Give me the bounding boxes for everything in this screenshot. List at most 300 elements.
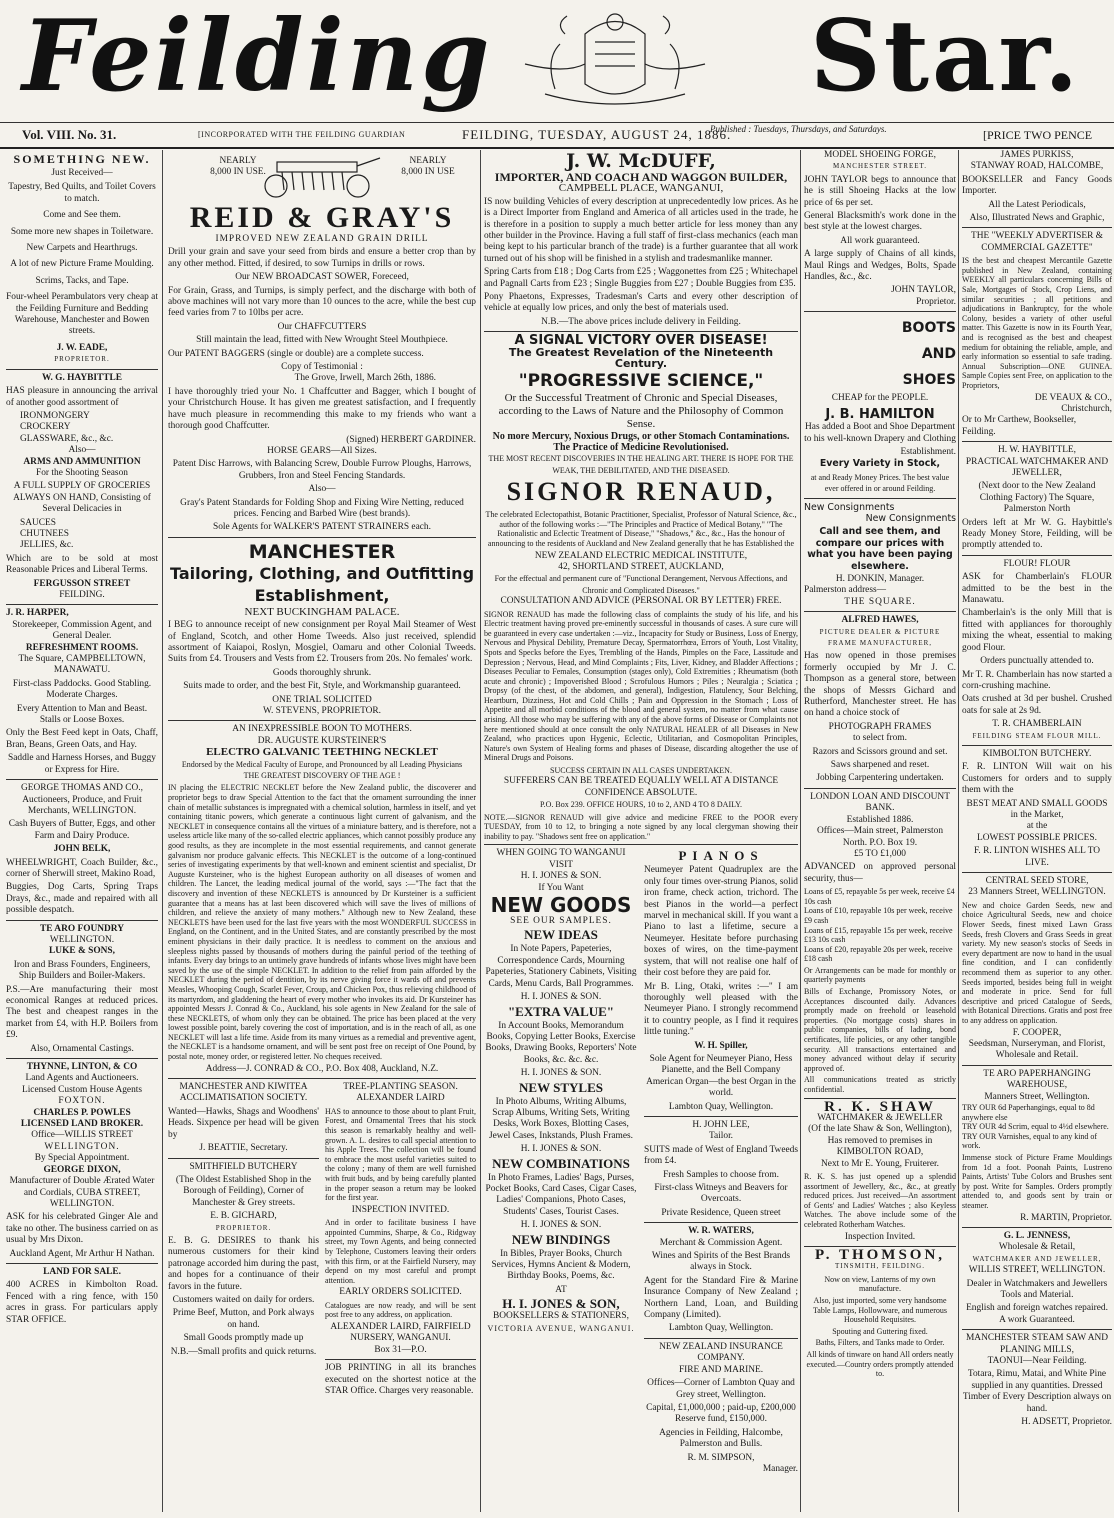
dixon-agent: Auckland Agent, Mr Arthur H Nathan. (9, 1248, 155, 1259)
forge-text2: General Blacksmith's work done in the best style at the lowest charges. (804, 211, 956, 233)
hawes-select: to select from. (853, 733, 907, 744)
haybittle-intro: HAS pleasure in announcing the arrival of another good assortment of (6, 386, 158, 408)
signal-more: No more Mercury, Noxious Drugs, or other Stomach Contaminations. The Practice of Medicine Revolutionised. (492, 430, 790, 453)
lee-line: Fresh Samples to choose from. (663, 1169, 779, 1180)
donkin-call: Call and see them, and compare our prices with what you have been paying elsewhere. (807, 526, 953, 572)
nzins-capital: Capital, £1,000,000 ; paid-up, £200,000 Reserve fund, £150,000. (646, 1402, 796, 1425)
seed-sig: F. COOPER, (1012, 1027, 1062, 1038)
reid-agents: Sole Agents for WALKER'S PATENT STRAINERS each. (213, 522, 431, 533)
reid-signed: (Signed) HERBERT GARDINER. (346, 434, 476, 445)
foundry-line: Iron and Brass Founders, Engineers, Ship Builders and Boiler-Makers. (13, 959, 151, 982)
tree-box: Box 31—P.O. (374, 1344, 427, 1355)
loan-instal: Or Arrangements can be made for monthly or quarterly payments (804, 965, 956, 985)
reid-testimonial-date: The Grove, Irwell, March 26th, 1886. (294, 373, 436, 384)
hawes-frames: PHOTOGRAPH FRAMES (828, 721, 932, 732)
powles-name: CHARLES P. POWLES (33, 1107, 131, 1118)
accl-text: Wanted—Hawks, Shags and Woodhens' Heads. Sixpence per head will be given by (168, 1106, 319, 1140)
loan-bills: Bills of Exchange, Promissory Notes, or Acceptances discounted daily. Advances promptly made on freehold or leasehold properties. (No mortgage costs) shares in public companies, bills of lading, bond certificates, life policies, or any other tangible security. All transactions entertained and money advanced without delay if security approved of. (804, 987, 956, 1073)
ebg-line: Prime Beef, Mutton, and Pork always on hand. (172, 1308, 315, 1330)
column-rule (958, 150, 959, 1512)
harper-addr: The Square, CAMPBELLTOWN, MANAWATU. (18, 654, 146, 676)
masthead-title-right: Star. (810, 0, 1082, 114)
thomson-text2: Also, just imported, some very handsome Table Lamps, Hollowware, and numerous Household Requisites. (812, 1296, 948, 1325)
lee-line: Private Residence, Queen street (661, 1207, 781, 1218)
reid-also: Also— (308, 484, 336, 495)
foundry-name: TE ARO FOUNDRY (39, 923, 125, 934)
thomson-role: TINSMITH, FEILDING. (835, 1262, 925, 1271)
manchester-trial: ONE TRIAL SOLICITED (272, 694, 372, 705)
ebg-line: Small Goods promptly made up (183, 1333, 304, 1344)
tree-name: ALEXANDER LAIRD (356, 1093, 445, 1104)
eade-line: Just Received— (51, 168, 113, 178)
thynne-line: Land Agents and Auctioneers. (25, 1073, 139, 1084)
manchester-prop: W. STEVENS, PROPRIETOR. (263, 706, 381, 716)
haybittle-close: Which are to be sold at most Reasonable Prices and Liberal Terms. (6, 553, 158, 576)
renaud-addr: 42, SHORTLAND STREET, AUCKLAND, (558, 561, 724, 572)
hamilton-name: J. B. HAMILTON (825, 406, 935, 422)
loan-text: ADVANCED on approved personal security, thus— (804, 862, 956, 884)
job-printing: JOB PRINTING in all its branches executed on the shortest notice at the STAR Office. Charges very reasonable. (325, 1363, 476, 1396)
forge-guar: All work guaranteed. (840, 235, 920, 246)
lee-name: H. JOHN LEE, (692, 1119, 750, 1130)
thomas-line: Cash Buyers of Butter, Eggs, and other Farm and Dairy Produce. (8, 819, 156, 841)
boon-name: ELECTRO GALVANIC TEETHING NECKLET (206, 746, 438, 759)
harper-line: Only the Best Feed kept in Oats, Chaff, Bran, Beans, Green Oats, and Hay. (6, 728, 158, 750)
kim-best: BEST MEAT AND SMALL GOODS (966, 798, 1108, 809)
powles-line: LICENSED LAND BROKER. (20, 1119, 144, 1130)
col2-bottom-left (168, 1082, 319, 1399)
jones-styles-text: In Photo Albums, Writing Albums, Scrap Albums, Writing Sets, Writing Desks, Work Boxes, Blotting Cases, Jewel Cases, Inkstands, Plush Frames. (489, 1096, 633, 1141)
shaw-late: (Of the late Shaw & Son, Wellington), (808, 1124, 952, 1135)
pianos-agent: Sole Agent for Neumeyer Piano, Hess Pianette, and the Bell Company American Organ—the best Organ in the world. (646, 1053, 796, 1099)
haybittle-also: Also— (68, 445, 96, 456)
donkin-new: New Consignments (804, 501, 895, 513)
weekly-sig: DE VEAUX & CO., (1034, 392, 1112, 403)
loan-rate: Loans of £20, repayable 20s per week, receive £18 cash (804, 944, 953, 964)
column-3 (484, 150, 798, 1512)
haybittle2-role: PRACTICAL WATCHMAKER AND JEWELLER, (965, 456, 1109, 478)
paper-addr: Manners Street, Wellington. (984, 1091, 1090, 1102)
goods-item: GLASSWARE, &c., &c. (20, 433, 114, 444)
purkiss-addr: STANWAY ROAD, HALCOMBE, (970, 161, 1104, 172)
purkiss-line: All the Latest Periodicals, (988, 199, 1086, 210)
jenness-text2: English and foreign watches repaired. A work Guaranteed. (966, 1303, 1108, 1325)
hawes-saws: Saws sharpened and reset. (830, 760, 930, 771)
paper-line: TRY OUR 4d Scrim, equal to 4½d elsewhere. (962, 1122, 1109, 1132)
kim-wishes: F. R. LINTON WISHES ALL TO LIVE. (973, 846, 1101, 868)
dixon-line: By Special Appointment. (34, 1153, 130, 1164)
jones-comb-text: In Photo Frames, Ladies' Bags, Purses, Pocket Books, Card Cases, Cigar Cases, Ladies' Companions, Photo Cases, Students' Cases, Tourist Cases. (485, 1172, 637, 1217)
accl-title: MANCHESTER AND KIWITEA ACCLIMATISATION SOCIETY. (179, 1082, 308, 1104)
boon-text: IN placing the ELECTRIC NECKLET before the New Zealand public, the discoverer and proprietor begs to draw Special Attention to the fact that the ornament surrounding the inner chain of metallic substances is impregnated with a chemical solution, harmless in itself, and yet containing titanic powers, which generate a continuous light current of galvanism, and the NECKLET in consequence contains all the virtues of a miniature battery, and is therefore, not a useless article like many of the so-called electric appliances, which cannot possibly produce any good results, as they are incomplete in the most essential requirements, and cannot generate galvanism nor produce galvanic effects. This NECKLET is the outcome of a long-continued series of investigating experiments by that well-known and eminent scientist and specialist, Dr Auguste Kursteiner, who is the highest European authority on all diseases of women and children. The Lancet, the leading medical journal of the world, says :—"The fact that the discovery and invention of these NECKLETS is announced by Dr Kursteiner is a sufficient guarantee that a means has at last been discovered which will save the lives of millions of children, and relieve the anxiety of many mothers." Although new to New Zealand, these NECKLETS have been used for the last five years with the most WONDERFUL SUCCESS in England, on the Continent, and in the United States, and are constantly prescribed by the most eminent physicians in their daily practice. It is needless to comment on the anxious and sleepless nights passed by thousands of mothers during the painful period of the teething of infants. Every day brings to an untimely grave hundreds of infants whose lives might have been saved by the use of the simple NECKLET. In addition to the relief from pain afforded by the NECKLET during the period of dentition, by its nerve giving force it wards off and prevents Measles, Whooping Cough, Scarlet Fever, Croup, and Chicken Pox, thus relieving childhood of its martyrdom, and gladdening the heart of every mother who invokes its aid. Dr Kursteiner has appointed Messrs J. Conrad & Co., Auckland, his sole agents in New Zealand for the sale of these NECKLETS, of whom only they can be obtained. The price has been placed at the very lowest possible point, barely covering the cost of importation, and is in the reach of all, as one NECKLET will last a life time. Aside from its many virtues as a remedial and preventive agent, the NECKLET is a handsome ornament, and will be sent post free on receipt of One Pound, by postal note, money order, or registered letter. No cheques received. (168, 783, 476, 1062)
forge-sig: JOHN TAYLOR, (891, 285, 956, 296)
eade-line: Tapestry, Bed Quilts, and Toilet Covers to match. (8, 182, 156, 204)
issue-date: FEILDING, TUESDAY, AUGUST 24, 1886. (462, 127, 732, 142)
butchery-name: E. B. GICHARD, (210, 1211, 277, 1222)
tree-text2: And in order to facilitate business I have appointed Cummins, Sharpe, & Co., Ridgway street, my Town Agents, and being connected by Telephone, Customers leaving their orders with this firm, or at the Fairfield Nursery, may depend on my most careful and prompt attention. (325, 1218, 476, 1285)
paper-text: Immense stock of Picture Frame Mouldings from 1d a foot. Poonah Paints, Lustreno Paints, Artists' Tube Colors and Brushes sent by post. Write for Samples. Orders promptly attended to, and goods sent by train or steamer. (962, 1152, 1112, 1210)
shaw-text2: R. K. S. has just opened up a splendid assortment of Jewellery, &c., &c., at greatly reduced prices. Just received—An assortment of Gents' and Ladies' Watches ; also Keyless Watches. The above include some of the celebrated Rotherham Watches. (804, 1172, 956, 1229)
jones-styles: NEW STYLES (519, 1079, 603, 1095)
waters-role: Merchant & Commission Agent. (659, 1237, 783, 1248)
haybittle2-orders: Orders left at Mr W. G. Haybittle's Ready Money Store, Feilding, will be promptly attended to. (962, 517, 1112, 551)
tree-early: EARLY ORDERS SOLICITED. (339, 1287, 462, 1298)
nzins-title: NEW ZEALAND INSURANCE COMPANY. (659, 1341, 783, 1364)
reid-text: Still maintain the lead, fitted with New Wrought Steel Mouthpiece. (196, 335, 448, 346)
jones-ideas-text: In Note Papers, Papeteries, Correspondence Cards, Mourning Papeteries, Stationery Cabinets, Visiting Cards, Menu Cards, Ball Programmes. (485, 944, 637, 989)
renaud-body: SIGNOR RENAUD has made the following class of complaints the study of his life, and his Electric treatment having proved pre-eminently successful in thousands of cases. A sure cure will be guaranteed in every case undertaken :—viz., Incapacity for Study or Business, Loss of Energy, Nervous and Physical Debility, Premature Decay, Spermatorrhœa, Errors of Youth, Lost Vitality, Spots and Specks before the Eyes, Trembling of the Hands, Pimples on the Face, Lassitude and Depression ; Nervous, Head, and Mind Complaints ; Fits, Liver, Kidney, and Bladder Affections ; Diseases Peculiar to Females, Consumption (stages only), Cold Extremities ; Rheumatism (both acute and chronic) ; Impoverished Blood ; Scrofulous Humors ; Piles ; Neuralgia ; Sciatica ; Dropsy (of the chest, of the abdomen, and general), Indigestion, Flatulency, Sour Belching, Heartburn, Dizziness, Hot and Cold Chills ; Pain and Oppression in the Stomach ; Loss of Appetite and all morbid conditions of the blood and general system, no matter from what cause arising. All those who may be suffering with any of the above forms of Disease or Complaints not here mentioned should at once consult the only NATURAL HEALER of all Diseases in New Zealand, who practices upon Hygenic, Eclectic, Utilitarian, and Cosmopolitan Principles, Nature's own System of Healing forms and phases of Disease, discarding altogether the use of Mineral Drugs and Poisons. (484, 609, 798, 763)
saw-addr: TAONUI—Near Feilding. (987, 1355, 1087, 1366)
eade-line: New Carpets and Hearthrugs. (26, 243, 138, 254)
waters-quay: Lambton Quay, Wellington. (668, 1323, 774, 1334)
flour-sig: T. R. CHAMBERLAIN (992, 719, 1082, 730)
thomson-text3: Spouting and Guttering fixed. (832, 1326, 928, 1336)
lee-line: First-class Witneys and Beavers for Overcoats. (654, 1183, 788, 1205)
reid-baggers: Our PATENT BAGGERS (single or double) are a complete success. (168, 348, 424, 359)
butchery-title: SMITHFIELD BUTCHERY (189, 1161, 298, 1172)
manchester-text: I BEG to announce receipt of new consignment per Royal Mail Steamer of West of England, Scotch, and other Home Tweeds. Also just received, splendid assortment of Kaiapoi, Roslyn, Mosgiel, Oamaru and other Colonial Tweeds. Suits from £4. Trousers and Vests from £2. Trousers from 20s. No females' work. (168, 620, 476, 665)
flour-text: ASK for Chamberlain's FLOUR admitted to be the best in the Manawatu. (962, 572, 1112, 606)
shaw-role: WATCHMAKER & JEWELLER (817, 1113, 943, 1123)
jones-sig: H. I. JONES & SON. (520, 992, 602, 1003)
flour-title: FLOUR! FLOUR (1003, 558, 1071, 569)
loan-rate: Loans of £5, repayable 5s per week, receive £4 10s cash (804, 887, 955, 906)
jones-sig: H. I. JONES & SON. (520, 1068, 602, 1079)
eade-line: Come and See them. (43, 210, 121, 221)
nzins-sig: R. M. SIMPSON, (687, 1452, 755, 1463)
deli-item: CHUTNEES (20, 528, 69, 539)
jones-want: If You Want (538, 882, 584, 893)
dateline (0, 122, 1114, 149)
loan-range: £5 TO £1,000 (853, 848, 906, 859)
goods-item: CROCKERY (20, 422, 71, 433)
kim-market: in the Market, (1010, 809, 1064, 820)
jones-comb: NEW COMBINATIONS (492, 1155, 630, 1171)
boots-cheap: CHEAP for the PEOPLE. (831, 393, 929, 404)
grain-drill-icon (262, 150, 382, 200)
tree-text: HAS to announce to those about to plant Fruit, Forest, and Ornamental Trees that his stock this season is remarkably healthy and well-grown. A. L. desires to call special attention to his Apple Trees. The collection will be found to embrace the most useful varieties suited to the colony ; many of them are well furnished with fruit buds, and by being carefully planted in the proper season a return may be looked for the first year. (325, 1106, 476, 1203)
goods-item: IRONMONGERY (20, 410, 90, 421)
tree-sig: ALEXANDER LAIRD, FAIRFIELD NURSERY, WANGANUI. (330, 1321, 471, 1344)
purkiss-text: BOOKSELLER and Fancy Goods Importer. (962, 174, 1112, 197)
harper-role: Storekeeper, Commission Agent, and General Dealer. (12, 619, 152, 642)
jenness-role2: WATCHMAKER AND JEWELLER, (972, 1254, 1102, 1263)
eade-line: Scrims, Tacks, and Tape. (35, 275, 129, 286)
thynne-name: THYNNE, LINTON, & CO (26, 1062, 138, 1073)
deli-item: JELLIES, &c. (20, 540, 74, 551)
signal-sub: The Greatest Revelation of the Nineteenth Century. (508, 345, 774, 371)
purkiss-name: JAMES PURKISS, (1000, 150, 1074, 160)
jones-at: AT (555, 1284, 567, 1295)
nzins-agencies: Agencies in Feilding, Halcombe, Palmerston and Bulls. (659, 1427, 783, 1450)
donkin-new: New Consignments (865, 512, 956, 524)
haybittle-season: For the Shooting Season (36, 467, 128, 478)
manchester-text2: Suits made to order, and the best Fit, Style, and Workmanship guaranteed. (183, 681, 461, 692)
column-5 (962, 150, 1112, 1512)
harper-name: J. R. HARPER, (6, 608, 69, 619)
forge-text: JOHN TAYLOR begs to announce that he is still Shoeing Hacks at the low price of 6s per set. (804, 174, 956, 208)
renaud-success: SUCCESS CERTAIN IN ALL CASES UNDERTAKEN. (550, 766, 732, 776)
jones-advert (484, 848, 638, 1475)
donkin-square: THE SQUARE. (844, 596, 916, 607)
eade-line: A lot of new Picture Frame Moulding. (10, 259, 154, 270)
pianos-title: PIANOS (678, 848, 764, 864)
reid-chaff: Our CHAFFCUTTERS (277, 321, 367, 332)
belk-text: WHEELWRIGHT, Coach Builder, &c., corner of Sherwill street, Makino Road, (6, 857, 158, 879)
hamilton-variety: Every Variety in Stock, (819, 458, 941, 470)
seed-addr: 23 Manners Street, WELLINGTON. (968, 887, 1106, 898)
reid-title: REID & GRAY'S (189, 201, 455, 234)
renaud-po: P.O. Box 239. OFFICE HOURS, 10 to 2, AND 4 TO 8 DAILY. (540, 800, 742, 810)
loan-conf: All communications treated as strictly confidential. (804, 1075, 956, 1094)
butchery-text: (The Oldest Established Shop in the Borough of Feilding), Corner of Manchester & Grey streets. (175, 1174, 312, 1208)
hamilton-text: Has added a Boot and Shoe Department to his well-known Drapery and Clothing (804, 422, 956, 444)
manchester-shrunk: Goods thoroughly shrunk. (272, 667, 372, 678)
jenness-name: G. L. JENNESS, (1003, 1230, 1071, 1241)
boots-word: SHOES (902, 372, 956, 389)
flour-crush: Mr T. R. Chamberlain has now started a corn-crushing machine. (962, 669, 1112, 691)
seed-role: Seedsman, Nurseryman, and Florist, Wholesale and Retail. (968, 1038, 1106, 1061)
haybittle-goods (6, 411, 158, 445)
shaw-name: R. K. SHAW (824, 1098, 936, 1115)
paper-sig: R. MARTIN, Proprietor. (1020, 1212, 1112, 1223)
thomson-text5: All kinds of tinware on hand All orders neatly executed.—Country orders promptly attended to. (806, 1349, 954, 1379)
jones-sig: H. I. JONES & SON. (520, 1144, 602, 1155)
hawes-name: ALFRED HAWES, (841, 615, 919, 626)
saw-text: Totara, Rimu, Matai, and White Pine supplied in any quantities. Dressed Timber of Every Description always on hand. (962, 1369, 1112, 1414)
hawes-jobbing: Jobbing Carpentering undertaken. (816, 773, 944, 784)
ebg-line: Customers waited on daily for orders. (172, 1294, 315, 1305)
incorporated-note: [INCORPORATED WITH THE FEILDING GUARDIAN (198, 130, 406, 139)
foundry-line: P.S.—Are manufacturing their most economical Ranges at reduced prices. The best and cheapest ranges in the market from £4, with H.P. Boilers from £9. (6, 984, 158, 1041)
loan-office: Offices—Main street, Palmerston North. P.O. Box 19. (816, 826, 944, 848)
jones-extra: "EXTRA VALUE" (507, 1003, 615, 1019)
jones-name: H. I. JONES & SON. (520, 871, 602, 882)
col2-bottom (168, 1082, 476, 1399)
jones-bind-text: In Bibles, Prayer Books, Church Services, Hymns Ancient & Modern, Birthday Books, Poems, &c. (491, 1248, 631, 1282)
saw-title: MANCHESTER STEAM SAW AND PLANING MILLS, (965, 1333, 1109, 1355)
paper-line: TRY OUR 6d Paperhangings, equal to 8d anywhere else (962, 1102, 1095, 1122)
weekly-title: THE "WEEKLY ADVERTISER & COMMERCIAL GAZETTE" (971, 231, 1103, 253)
loan-rate: Loans of £10, repayable 10s per week, receive £9 cash (804, 906, 953, 925)
masthead (0, 0, 1114, 118)
hamilton-money: at and Ready Money Prices. The best value ever offered in or around Feilding. (810, 472, 950, 494)
thynne-line: FOXTON. (58, 1096, 106, 1107)
waters-agent: Agent for the Standard Fire & Marine Insurance Company of New Zealand ; Northern Land, Loan, and Building Company (Limited). (644, 1275, 798, 1321)
butchery-role: PROPRIETOR. (215, 1223, 272, 1232)
haybittle-deli (6, 518, 158, 552)
reid-text: Drill your grain and save your seed from birds and ensure a better crop than by any other method. Fitted, if desired, to sow Turnips in drills or rows. (168, 247, 476, 269)
flour-oats: Oats crushed at 3d per bushel. Crushed oats for sale at 2s 9d. (962, 694, 1112, 716)
pianos-text: Neumeyer Patent Quadruplex are the only four times over-strung Pianos, solid iron frame, check action, trichord. The best Pianos in the world—a perfect marvel in mechanical skill. If you want a Piano to last a lifetime, secure a Neumeyer. Hesitate before purchasing boxes of wires, on the time-payment system, that will not realise one half of their cost before they are paid for. (644, 865, 798, 979)
volume-number: Vol. VIII. No. 31. (22, 127, 117, 142)
weekly-or: Or to Mr Carthew, Bookseller, Feilding. (962, 415, 1077, 437)
jones-goods: NEW GOODS (490, 893, 632, 918)
jones-sig: H. I. JONES & SON. (520, 1220, 602, 1231)
jones-final: H. I. JONES & SON, (502, 1296, 620, 1312)
haybittle2-addr: (Next door to the New Zealand Clothing Factory) The Square, Palmerston North (978, 481, 1096, 515)
kim-text: F. R. LINTON Will wait on his Customers for orders and to supply them with the (962, 762, 1112, 796)
thynne-line: Licensed Custom House Agents (21, 1084, 143, 1095)
boon-dr: DR. AUGUSTE KURSTEINER'S (257, 735, 387, 746)
col3-bottom (484, 848, 798, 1475)
publication-days: Published : Tuesdays, Thursdays, and Saturdays. (710, 124, 887, 134)
nzins-office: Offices—Corner of Lambton Quay and Grey street, Wellington. (647, 1378, 795, 1400)
renaud-distance: SUFFERERS CAN BE TREATED EQUALLY WELL AT A DISTANCE CONFIDENCE ABSOLUTE. (503, 776, 779, 798)
renaud-consult: CONSULTATION AND ADVICE (PERSONAL OR BY LETTER) FREE. (500, 596, 782, 607)
hawes-razors: Razors and Scissors ground and set. (812, 746, 948, 757)
boon-greatest: THE GREATEST DISCOVERY OF THE AGE ! (243, 771, 401, 781)
harper-rooms: REFRESHMENT ROOMS. (25, 642, 139, 653)
deli-item: SAUCES (20, 517, 56, 528)
saw-sig: H. ADSETT, Proprietor. (1021, 1417, 1112, 1427)
waters-wines: Wines and Spirits of the Best Brands always in Stock. (651, 1251, 791, 1273)
reid-sower: Our NEW BROADCAST SOWER, Foreceed, (235, 272, 409, 283)
tree-invited: INSPECTION INVITED. (351, 1204, 450, 1215)
ebg-line: N.B.—Small profits and quick returns. (170, 1346, 317, 1357)
renaud-text: The celebrated Eclectopathist, Botanic Practitioner, Specialist, Professor of Natural Science, &c., author of the following works :—"The Principles and Practice of Medical Botany," "The Rationalistic and Eclectic Treatment of Disease," "Shadows," &c., &c., Has the honour of announcing to the residents of Auckland and New Zealand generally that he has Established the (485, 510, 797, 548)
dixon-line: Manufacturer of Double Ærated Water and Cordials, CUBA STREET, WELLINGTON. (9, 1176, 155, 1209)
renaud-for: For the effectual and permanent cure of "Functional Derangement, Nervous Affections, and Chronic and Complicated Diseases." (494, 574, 788, 595)
kim-lowest: LOWEST POSSIBLE PRICES. (977, 832, 1097, 843)
haybittle-name: W. G. HAYBITTLE (41, 372, 123, 383)
seed-text: New and choice Garden Seeds, new and choice Agricultural Seeds, new and choice Flower Seeds, finest mixed Lawn Grass Seeds, fresh Clovers and Grass Seeds in great variety. My new season's stocks of Seeds in every department are now to hand in the usual fine condition, and I can confidently recommend them as superior to any other. Seeds imported, besides being full in weight and moderate in price. Send for full descriptive and priced Catalogue of Seeds, with Botanical Directions. Gratis and post free to any address on application. (962, 900, 1112, 1025)
forge-role: Proprietor. (916, 296, 956, 307)
hawes-text: Has now opened in those premises formerly occupied by Mr J. C. Thompson as a general store, between the shops of Messrs Gichard and Rutherford, Manchester street. He has on hand a choice stock of (804, 651, 956, 719)
reid-text: For Grain, Grass, and Turnips, is simply perfect, and the discharge with both of above machines will not vary more than 10 ounces to the acre, while the best cup feed varies from 7 to 10lbs per acre. (168, 285, 476, 319)
drill-count-right: NEARLY 8,000 IN USE (401, 156, 455, 178)
pianos-quay: Lambton Quay, Wellington. (668, 1101, 774, 1112)
forge-street: MANCHESTER STREET. (832, 162, 928, 171)
signal-or: Or the Successful Treatment of Chronic and Special Diseases, according to the Laws of Nature and the Philosophy of Common Sense. (498, 391, 784, 430)
flour-text2: Chamberlain's is the only Mill that is fitted with appliances for thoroughly mixing the wheat, essential to making good Flour. (962, 608, 1112, 653)
boots-word: AND (921, 346, 956, 363)
foundry-line: WELLINGTON. (49, 934, 115, 945)
weekly-text: IS the best and cheapest Mercantile Gazette published in New Zealand, containing WEEKLY all particulars concerning Bills of Sale, Mortgages of Stock, Crop Liens, and similar securities ; all petitions and adjudications in Bankruptcy, for the whole Colony, besides a variety of other useful matter. This Gazette is now in its Fourth Year, and is recognised as the best and cheapest medium for obtaining the reliable, ample, and early information so essential to safe trading. Annual Subscription—ONE GUINEA. Sample Copies sent Free, on application to the Proprietors, (962, 256, 1112, 390)
eade-role: PROPRIETOR. (54, 355, 110, 364)
powles-line: Office—WILLIS STREET (31, 1130, 133, 1141)
pianos-testimonial: Mr B. Ling, Otaki, writes :—" I am thoroughly well pleased with the Neumeyer Piano. I strongly recommend it to country people, as I find it requires little tuning." (644, 981, 798, 1038)
dixon-ginger: ASK for his celebrated Ginger Ale and take no other. The business carried on as usual by Mrs Dixon. (6, 1212, 158, 1246)
reid-horse: HORSE GEARS—All Sizes. (267, 445, 377, 456)
foundry-line: Also, Ornamental Castings. (30, 1043, 134, 1054)
paper-title: TE ARO PAPERHANGING WAREHOUSE, (983, 1068, 1091, 1091)
loan-est: Established 1886. (846, 814, 914, 825)
lee-text: SUITS made of West of England Tweeds from £4. (644, 1144, 798, 1167)
shaw-next: Next to Mr E. Young, Fruiterer. (821, 1158, 939, 1169)
hawes-role: PICTURE DEALER & PICTURE FRAME MANUFACTURER, (819, 627, 941, 647)
thomson-text4: Baths, Filters, and Tanks made to Order. (815, 1338, 945, 1348)
column-4 (804, 150, 956, 1512)
masthead-title-left: Feilding (22, 0, 493, 114)
drill-count-left: NEARLY 8,000 IN USE. (210, 156, 266, 178)
eade-line: Some more new shapes in Toiletware. (10, 226, 154, 237)
flour-mill: FEILDING STEAM FLOUR MILL. (972, 731, 1102, 740)
manchester-title: MANCHESTER (248, 540, 396, 563)
mcduff-title: J. W. McDUFF, (566, 150, 716, 172)
mcduff-nb: N.B.—The above prices include delivery in Feilding. (541, 316, 741, 327)
purkiss-line: Also, Illustrated News and Graphic, (969, 213, 1105, 224)
eade-name: J. W. EADE, (56, 342, 108, 353)
forge-title: MODEL SHOEING FORGE, (824, 150, 936, 160)
accl-sig: J. BEATTIE, Secretary. (199, 1143, 288, 1154)
forge-chains: A large supply of Chains of all kinds, Maul Rings and Wedges, Bolts, Spade Handles, &c., &c. (804, 249, 956, 283)
jenness-addr: WILLIS STREET, WELLINGTON. (968, 1265, 1106, 1276)
jones-ideas: NEW IDEAS (524, 927, 598, 943)
belk-text: Buggies, Dog Carts, Spring Traps Drays, &c., made and repaired with all possible despatch. (6, 882, 158, 916)
haybittle-street: FERGUSSON STREET (33, 578, 131, 589)
land-text: 400 ACRES in Kimbolton Road. Fenced with a ring fence, with 150 acres in grass. For particulars apply STAR OFFICE. (6, 1280, 158, 1325)
renaud-inst: NEW ZEALAND ELECTRIC MEDICAL INSTITUTE, (534, 550, 748, 561)
harper-line: Saddle and Harness Horses, and Buggy or Express for Hire. (8, 753, 156, 775)
foundry-line: LUKE & SONS, (49, 946, 115, 957)
dixon-line: GEORGE DIXON, (43, 1164, 121, 1175)
shaw-text: Has removed to premises in KIMBOLTON ROAD, (827, 1135, 933, 1158)
hamilton-est: Establishment. (900, 446, 956, 457)
mcduff-addr: CAMPBELL PLACE, WANGANUI, (558, 182, 724, 195)
tree-text3: Catalogues are now ready, and will be sent post free to any address, on application. (325, 1300, 476, 1320)
boon-address: Address—J. CONRAD & CO., P.O. Box 408, Auckland, N.Z. (205, 1063, 439, 1074)
ebg-text: E. B. G. DESIRES to thank his numerous customers for their kind patronage accorded him during the past, and hopes for a continuance of their favors in the future. (168, 1235, 319, 1292)
reid-text: Gray's Patent Standards for Folding Shop and Fixing Wire Netting, reduced prices. Fencing and Barbed Wire (best brands). (180, 497, 464, 519)
belk-name: JOHN BELK, (53, 844, 111, 855)
mcduff-sub: IMPORTER, AND COACH AND WAGGON BUILDER, (494, 170, 788, 184)
nzins-fire: FIRE AND MARINE. (678, 1364, 764, 1375)
renaud-note: NOTE.—SIGNOR RENAUD will give advice and medicine FREE to the POOR every TUESDAY, from 10 to 12, to bringing a note signed by any local clergyman showing their inability to pay. "Shadows sent free on application." (484, 812, 798, 841)
pianos-name: W. H. Spiller, (694, 1040, 748, 1051)
haybittle-arms: ARMS AND AMMUNITION (23, 456, 141, 467)
powles-line: WELLINGTON. (44, 1141, 120, 1152)
boon-endorsed: Endorsed by the Medical Faculty of Europe, and Pronounced by all Leading Physicians (181, 759, 463, 769)
column-rule (480, 150, 481, 1512)
haybittle-groceries: A FULL SUPPLY OF GROCERIES ALWAYS ON HAND, Consisting of Several Delicacies in (13, 481, 151, 515)
tree-title: TREE-PLANTING SEASON. (343, 1082, 458, 1093)
donkin-sig: H. DONKIN, Manager. (835, 573, 925, 584)
donkin-addr: Palmerston address— (804, 585, 887, 596)
eade-title: SOMETHING NEW. (13, 152, 151, 166)
flour-orders: Orders punctually attended to. (980, 656, 1094, 667)
loan-title: LONDON LOAN AND DISCOUNT BANK. (810, 791, 950, 814)
jones-bind: NEW BINDINGS (511, 1231, 611, 1247)
haybittle-town: FEILDING. (59, 590, 105, 600)
jenness-role: Wholesale & Retail, (998, 1242, 1076, 1253)
coat-of-arms-icon (505, 4, 725, 112)
land-title: LAND FOR SALE. (43, 1266, 121, 1277)
jones-going: WHEN GOING TO WANGANUI VISIT (496, 848, 626, 870)
signal-recent: THE MOST RECENT DISCOVERIES IN THE HEALING ART. THERE IS HOPE FOR THE WEAK, THE DEBILITATED, AND THE DISEASED. (488, 454, 794, 475)
column-rule (800, 150, 801, 1512)
kim-at: at the (1026, 821, 1048, 832)
paper-line: TRY OUR Varnishes, equal to any kind of work. (962, 1131, 1098, 1151)
price: [PRICE TWO PENCE (983, 128, 1093, 142)
boon-title: AN INEXPRESSIBLE BOON TO MOTHERS. (232, 724, 412, 735)
reid-sub: IMPROVED NEW ZEALAND GRAIN DRILL (215, 234, 429, 244)
jones-avenue: VICTORIA AVENUE, WANGANUI. (487, 1323, 635, 1333)
boots-heading (804, 315, 956, 393)
mcduff-pony: Pony Phaetons, Expresses, Tradesman's Carts and every other description of vehicle at equally low prices, and only the best of materials used. (484, 292, 798, 314)
waters-name: W. R. WATERS, (688, 1226, 754, 1237)
harper-line: First-class Paddocks. Good Stabling. Moderate Charges. (12, 678, 152, 701)
harper-line: Every Attention to Man and Beast. Stalls or Loose Boxes. (16, 703, 148, 726)
nzins-role: Manager. (762, 1463, 798, 1474)
mcduff-text: IS now building Vehicles of every description at unprecedentedly low prices. As he is a Direct Importer from England and America of all articles used in the trade, he is therefore in a position to supply a much better article for less money than any other builder in the Province. Having a full staff of first-class mechanics (each man being kept to his particular branch of the trade) is a further guarantee that all work turned out of his shop will be finished in a stylish and tradesmanlike manner. (484, 196, 798, 264)
thomas-name: GEORGE THOMAS AND CO., (21, 783, 143, 794)
eade-line: Four-wheel Perambulators very cheap at the Feilding Furniture and Bedding Warehouse, Manchester and Bowen streets. (6, 292, 158, 337)
manchester-next: NEXT BUCKINGHAM PALACE. (244, 605, 400, 618)
thomson-text: Now on view, Lanterns of my own manufacture. (824, 1274, 936, 1294)
column-1 (6, 150, 158, 1512)
col3-right-adverts (644, 848, 798, 1475)
